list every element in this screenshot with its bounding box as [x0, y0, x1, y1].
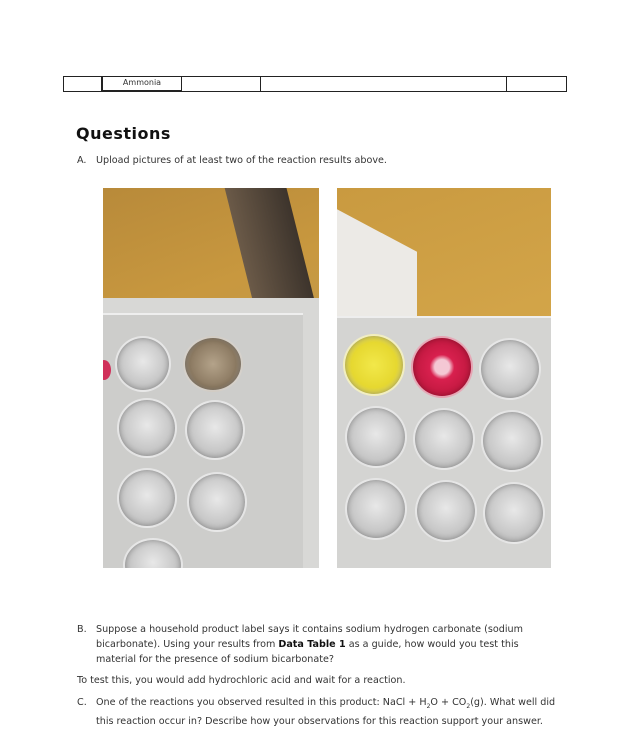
data-table-row — [63, 76, 567, 92]
question-label: C. — [77, 697, 87, 708]
bold-reference: Data Table 1 — [278, 639, 346, 650]
text: as a guide, how would you test this material for the presence of sodium bicarbonate? — [96, 639, 519, 665]
subscript: 2 — [426, 702, 431, 710]
subscript: 2 — [466, 702, 471, 710]
table-cell-ammonia: Ammonia — [102, 77, 182, 91]
question-a — [77, 153, 577, 168]
table-cell — [261, 77, 507, 91]
reaction-photo-1 — [103, 188, 319, 568]
question-text — [96, 695, 557, 729]
question-b — [77, 622, 557, 667]
table-cell — [182, 77, 261, 91]
question-c — [77, 695, 557, 729]
table-cell — [64, 77, 102, 91]
question-label: B. — [77, 624, 87, 635]
text: One of the reactions you observed resulted in this product: NaCl + H — [96, 697, 427, 708]
question-text — [96, 622, 557, 667]
text: (g). What well did this reaction occur in? Describe how your observations for this reaction support your answer. — [96, 697, 556, 727]
table-cell — [507, 77, 566, 91]
section-title: Questions — [76, 124, 171, 143]
question-label: A. — [77, 155, 87, 166]
question-text: Upload pictures of at least two of the reaction results above. — [96, 155, 387, 166]
reaction-photo-2 — [337, 188, 551, 568]
text: O + CO — [430, 697, 467, 708]
answer-b: To test this, you would add hydrochloric acid and wait for a reaction. — [77, 675, 406, 686]
text: Suppose a household product label says it contains sodium hydrogen carbonate (sodium bicarbonate). Using your results from — [96, 624, 523, 650]
